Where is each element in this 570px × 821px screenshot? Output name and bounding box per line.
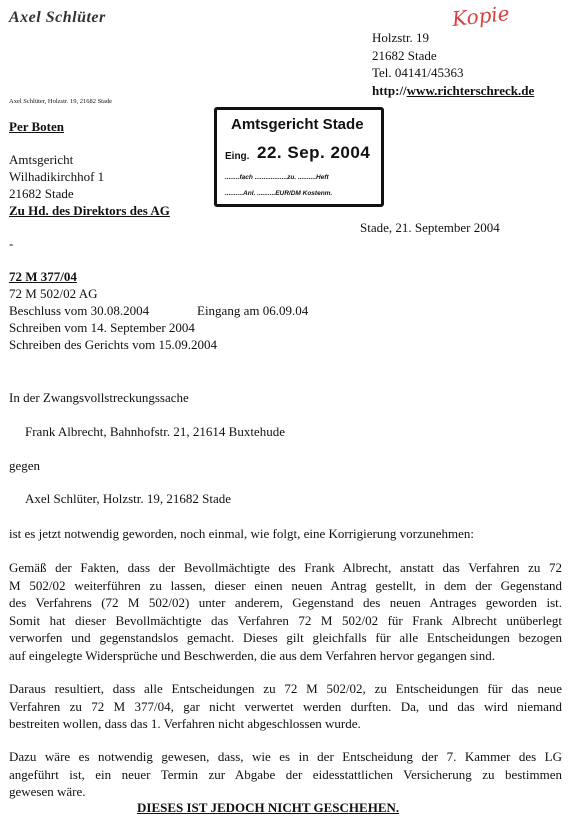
court-letter-reference: Schreiben des Gerichts vom 15.09.2004 [9, 337, 217, 352]
closing-statement: DIESES IST JEDOCH NICHT GESCHEHEN. [137, 800, 400, 815]
paragraph-line: verworfen und gegenstandslos gemacht. Dieses gilt gleichfalls für alle Entscheidungen bezogen [9, 630, 562, 645]
stamp-line-fach: ........fach ..................zu. ..........Heft [225, 174, 329, 181]
decision-reference: Beschluss vom 30.08.2004 [9, 303, 150, 318]
paragraph-consequence [9, 680, 562, 733]
case-number-new: 72 M 377/04 [9, 269, 77, 284]
handwritten-copy-note: Kopie [450, 1, 511, 31]
received-stamp [214, 107, 384, 207]
receipt-reference: Eingang am 06.09.04 [197, 303, 309, 318]
versus-line: gegen [9, 458, 41, 473]
paragraph-line: gewesen wäre. [9, 784, 86, 799]
matter-line: In der Zwangsvollstreckungssache [9, 390, 189, 405]
paragraph-line: Gemäß der Fakten, dass der Bevollmächtigte des Frank Albrecht, anstatt das Verfahren zu 72 [9, 560, 562, 575]
stamp-court-name: Amtsgericht Stade [231, 116, 364, 133]
stamp-received-date: 22. Sep. 2004 [257, 143, 371, 162]
paragraph-line: Verfahren zu 72 M 377/04, gar nicht verwertet werden durften. Da, und das wird niemand [9, 698, 562, 714]
paragraph-line: bestreiten wollen, dass das 1. Verfahren nicht abgeschlossen wurde. [9, 716, 361, 731]
paragraph-line: M 502/02 weiterführen zu lassen, dieser einen neuen Antrag gestellt, in dem der Gegenstand [9, 577, 562, 593]
paragraph-line: des Verfahrens (72 M 502/02) unter anderem, Gegenstand des neuen Antrages geworden ist. [9, 595, 562, 610]
sender-street: Holzstr. 19 [372, 30, 430, 45]
case-number-old: 72 M 502/02 AG [9, 286, 98, 301]
sender-name-header: Axel Schlüter [9, 9, 106, 26]
sender-city: 21682 Stade [372, 48, 437, 63]
party-debtor: Axel Schlüter, Holzstr. 19, 21682 Stade [25, 491, 232, 506]
delivery-method: Per Boten [9, 119, 64, 134]
paragraph-line: Dazu wäre es notwendig gewesen, dass, wie es in der Entscheidung der 7. Kammer des LG [9, 749, 562, 764]
letter-reference: Schreiben vom 14. September 2004 [9, 320, 195, 335]
stamp-line-anl: ..........Anl. ..........EUR/DM Kostenm. [225, 190, 333, 197]
paragraph-line: Daraus resultiert, dass alle Entscheidungen zu 72 M 502/02, zu Entscheidungen für das neue [9, 681, 562, 696]
website-prefix: http:// [372, 83, 407, 98]
intro-sentence: ist es jetzt notwendig geworden, noch einmal, wie folgt, eine Korrigierung vorzunehmen: [9, 526, 474, 541]
recipient-attention: Zu Hd. des Direktors des AG [9, 203, 170, 218]
paragraph-line: auf eingelegte Widersprüche und Beschwerden, die aus dem Verfahren hervor gegangen sind. [9, 647, 495, 663]
recipient-line3: 21682 Stade [9, 186, 74, 201]
party-creditor: Frank Albrecht, Bahnhofstr. 21, 21614 Buxtehude [25, 424, 285, 439]
return-address-line: Axel Schlüter, Holzstr. 19, 21682 Stade [9, 98, 113, 105]
paragraph-line: angeführt ist, ein neuer Termin zur Abgabe der eidesstattlichen Versicherung zu bestimmen [9, 766, 562, 782]
place-date: Stade, 21. September 2004 [360, 220, 500, 235]
paragraph-facts [9, 559, 562, 664]
dash-mark: - [9, 236, 14, 251]
recipient-line1: Amtsgericht [9, 152, 74, 167]
sender-website [372, 83, 534, 98]
sender-phone: Tel. 04141/45363 [372, 65, 464, 80]
stamp-received-label: Eing. [225, 151, 250, 162]
website-link[interactable]: www.richterschreck.de [406, 83, 535, 98]
paragraph-requirement [9, 748, 562, 801]
recipient-line2: Wilhadikirchhof 1 [9, 169, 105, 184]
paragraph-line: Somit hat dieser Bevollmächtigte das Verfahren 72 M 502/02 für Frank Albrecht unüberlegt [9, 612, 562, 628]
